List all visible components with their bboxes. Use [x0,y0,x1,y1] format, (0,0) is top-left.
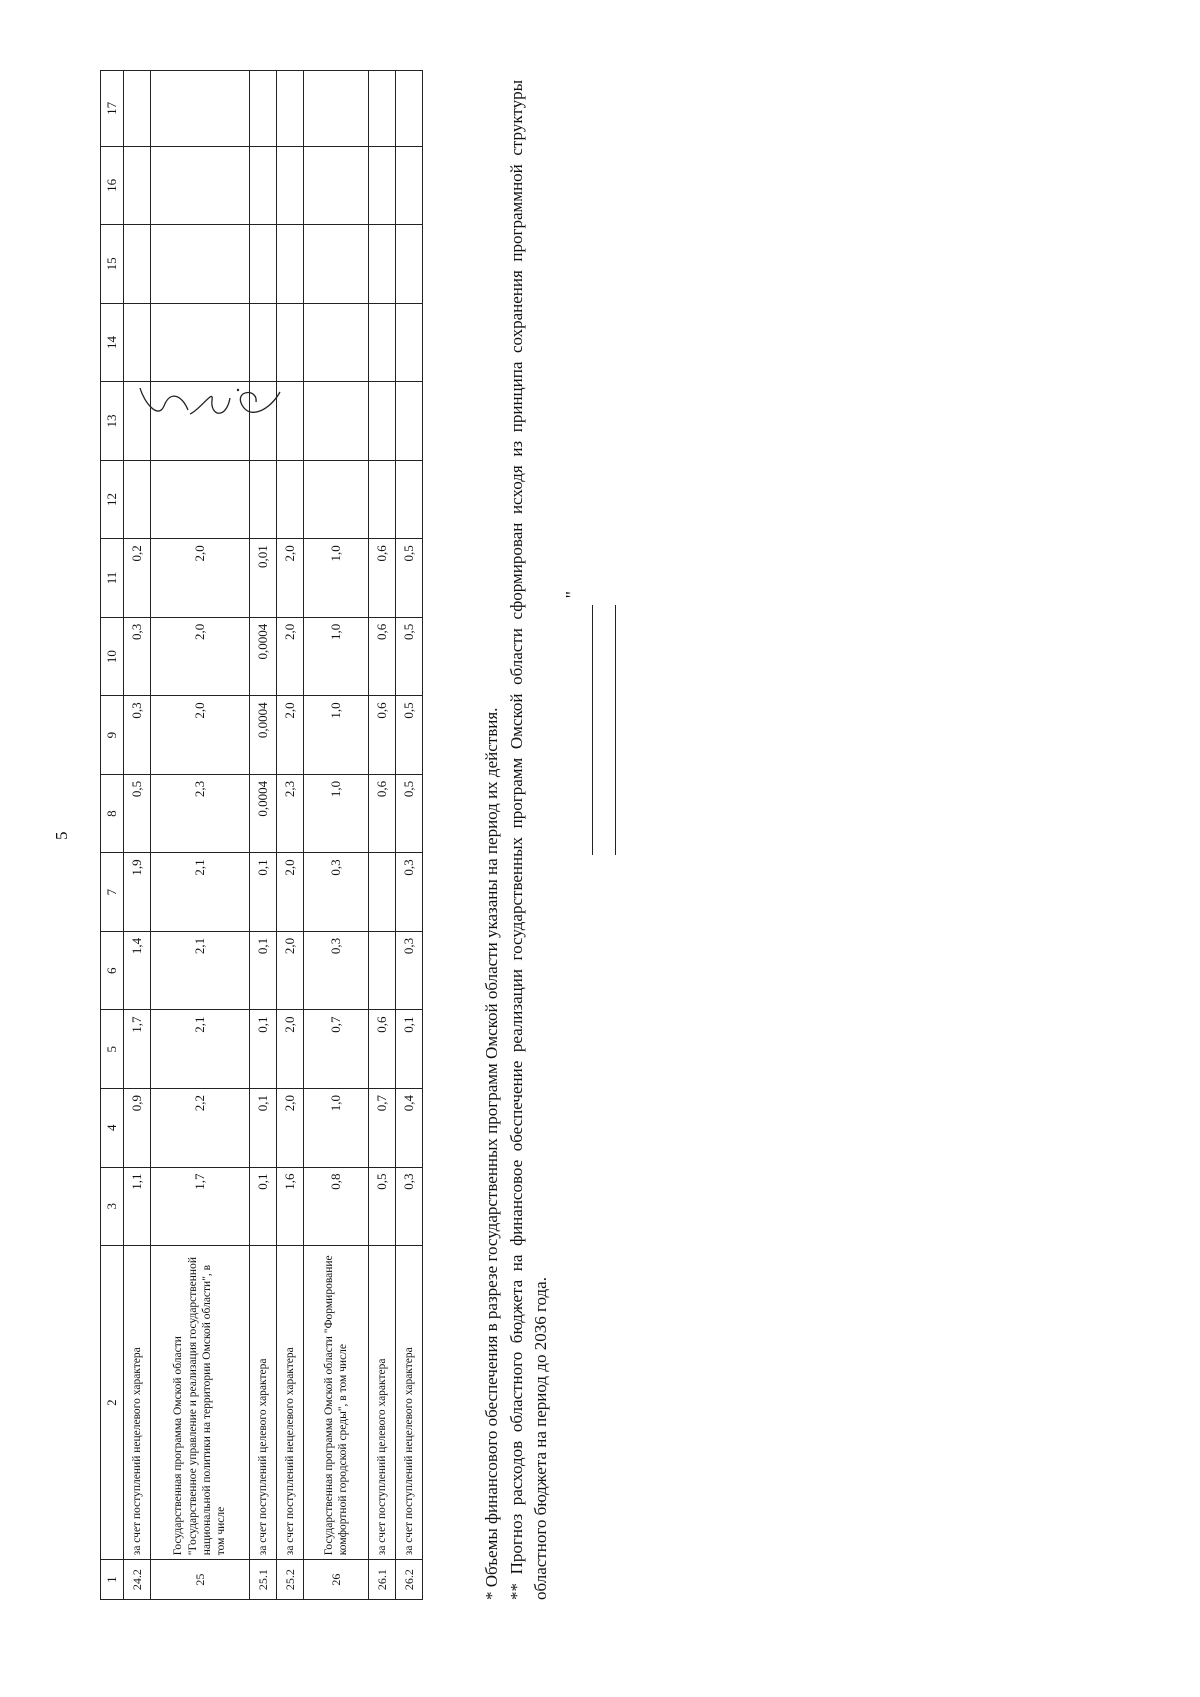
row-name: за счет поступлений целевого характера [250,1246,277,1560]
value-cell: 2,2 [151,1088,250,1167]
value-cell: 0,6 [369,539,396,618]
value-cell: 0,5 [124,774,151,853]
table-row [277,71,304,1600]
value-cell [151,71,250,147]
value-cell: 0,3 [304,853,369,932]
value-cell: 0,6 [369,696,396,775]
value-cell: 2,0 [277,617,304,696]
closing-lines [562,591,616,855]
value-cell [304,71,369,147]
signature-image [130,370,290,450]
value-cell: 2,0 [151,696,250,775]
row-name: Государственная программа Омской области "Государственное управление и реализация государственной национальной политики на территории Омской области", в том числе [151,1246,250,1560]
footnotes [480,80,554,1600]
value-cell: 1,0 [304,774,369,853]
header-row [101,71,124,1600]
table-row [304,71,369,1600]
value-cell: 2,0 [277,539,304,618]
value-cell: 0,5 [396,539,423,618]
row-name: за счет поступлений нецелевого характера [396,1246,423,1560]
value-cell: 2,0 [277,931,304,1010]
value-cell: 1,7 [124,1010,151,1089]
column-header: 5 [101,1010,124,1089]
value-cell [396,71,423,147]
column-header: 1 [101,1560,124,1600]
value-cell [369,853,396,932]
value-cell [304,460,369,539]
row-code: 26.1 [369,1560,396,1600]
value-cell: 2,3 [277,774,304,853]
value-cell [304,303,369,382]
table-row [396,71,423,1600]
row-code: 25.1 [250,1560,277,1600]
value-cell: 1,1 [124,1167,151,1246]
row-code: 26 [304,1560,369,1600]
value-cell: 0,1 [250,1167,277,1246]
value-cell: 0,1 [250,1088,277,1167]
footnote-1: * Объемы финансового обеспечения в разрезе государственных программ Омской области указаны на период их действия. [482,707,501,1600]
value-cell: 1,6 [277,1167,304,1246]
value-cell [369,460,396,539]
column-header: 2 [101,1246,124,1560]
column-header: 10 [101,617,124,696]
value-cell [369,146,396,225]
column-header: 16 [101,146,124,225]
value-cell: 2,1 [151,1010,250,1089]
column-header: 17 [101,71,124,147]
value-cell: 0,0004 [250,774,277,853]
value-cell: 1,7 [151,1167,250,1246]
value-cell: 0,1 [396,1010,423,1089]
value-cell: 0,6 [369,1010,396,1089]
value-cell [396,382,423,461]
value-cell: 2,0 [277,853,304,932]
value-cell [250,71,277,147]
value-cell: 2,0 [151,617,250,696]
value-cell [250,460,277,539]
column-header: 3 [101,1167,124,1246]
value-cell: 0,1 [250,931,277,1010]
row-name: за счет поступлений целевого характера [369,1246,396,1560]
column-header: 8 [101,774,124,853]
table-row [151,71,250,1600]
value-cell: 0,01 [250,539,277,618]
value-cell [369,931,396,1010]
value-cell: 1,9 [124,853,151,932]
value-cell: 1,4 [124,931,151,1010]
value-cell: 0,7 [304,1010,369,1089]
value-cell: 0,0004 [250,617,277,696]
value-cell: 1,0 [304,1088,369,1167]
column-header: 6 [101,931,124,1010]
page-number: 5 [52,831,71,840]
value-cell [151,146,250,225]
value-cell: 0,5 [396,696,423,775]
value-cell: 0,3 [124,696,151,775]
row-code: 25.2 [277,1560,304,1600]
value-cell: 0,9 [124,1088,151,1167]
value-cell: 1,0 [304,539,369,618]
value-cell [277,460,304,539]
rotated-sheet [100,70,620,1600]
closing-line-1 [570,605,593,855]
row-code: 26.2 [396,1560,423,1600]
value-cell: 2,0 [277,1010,304,1089]
value-cell: 0,2 [124,539,151,618]
value-cell: 2,1 [151,853,250,932]
value-cell [277,225,304,304]
table-body [124,71,423,1600]
value-cell [151,225,250,304]
value-cell: 2,1 [151,931,250,1010]
value-cell: 0,7 [369,1088,396,1167]
row-name: за счет поступлений нецелевого характера [124,1246,151,1560]
column-header: 4 [101,1088,124,1167]
value-cell [124,71,151,147]
value-cell [124,146,151,225]
value-cell: 0,6 [369,774,396,853]
value-cell [124,225,151,304]
value-cell [304,382,369,461]
value-cell: 0,3 [124,617,151,696]
value-cell [250,225,277,304]
column-header: 7 [101,853,124,932]
value-cell [277,71,304,147]
value-cell [396,146,423,225]
value-cell [250,146,277,225]
value-cell: 1,0 [304,617,369,696]
value-cell: 0,5 [396,774,423,853]
value-cell [124,460,151,539]
column-header: 12 [101,460,124,539]
value-cell [369,71,396,147]
column-header: 13 [101,382,124,461]
column-header: 11 [101,539,124,618]
value-cell: 2,3 [151,774,250,853]
value-cell: 0,1 [250,853,277,932]
value-cell: 0,3 [396,931,423,1010]
value-cell: 2,0 [277,1088,304,1167]
value-cell: 0,3 [396,1167,423,1246]
value-cell: 0,1 [250,1010,277,1089]
table-row [124,71,151,1600]
value-cell: 0,4 [396,1088,423,1167]
value-cell: 2,0 [151,539,250,618]
value-cell: 1,0 [304,696,369,775]
column-header: 9 [101,696,124,775]
value-cell: 0,3 [304,931,369,1010]
value-cell [304,225,369,304]
value-cell: 2,0 [277,696,304,775]
column-header: 14 [101,303,124,382]
closing-quote: " [562,591,582,599]
row-name: за счет поступлений нецелевого характера [277,1246,304,1560]
value-cell [369,303,396,382]
value-cell [277,146,304,225]
budget-table [100,70,423,1600]
value-cell: 0,0004 [250,696,277,775]
column-header: 15 [101,225,124,304]
value-cell [369,382,396,461]
closing-line-2 [593,605,616,855]
table-row [250,71,277,1600]
value-cell: 0,3 [396,853,423,932]
table-row [369,71,396,1600]
value-cell [151,460,250,539]
value-cell [396,460,423,539]
row-code: 25 [151,1560,250,1600]
value-cell [396,303,423,382]
footnote-2: ** Прогноз расходов областного бюджета на финансовое обеспечение реализации государственных программ Омской области сформирован исходя из принципа сохранения программной структуры областного бюджета на период до 2036 года. [506,80,551,1600]
value-cell: 0,8 [304,1167,369,1246]
value-cell [369,225,396,304]
value-cell [304,146,369,225]
value-cell: 0,6 [369,617,396,696]
value-cell [396,225,423,304]
value-cell: 0,5 [396,617,423,696]
row-code: 24.2 [124,1560,151,1600]
value-cell: 0,5 [369,1167,396,1246]
row-name: Государственная программа Омской области "Формирование комфортной городской среды", в том числе [304,1246,369,1560]
